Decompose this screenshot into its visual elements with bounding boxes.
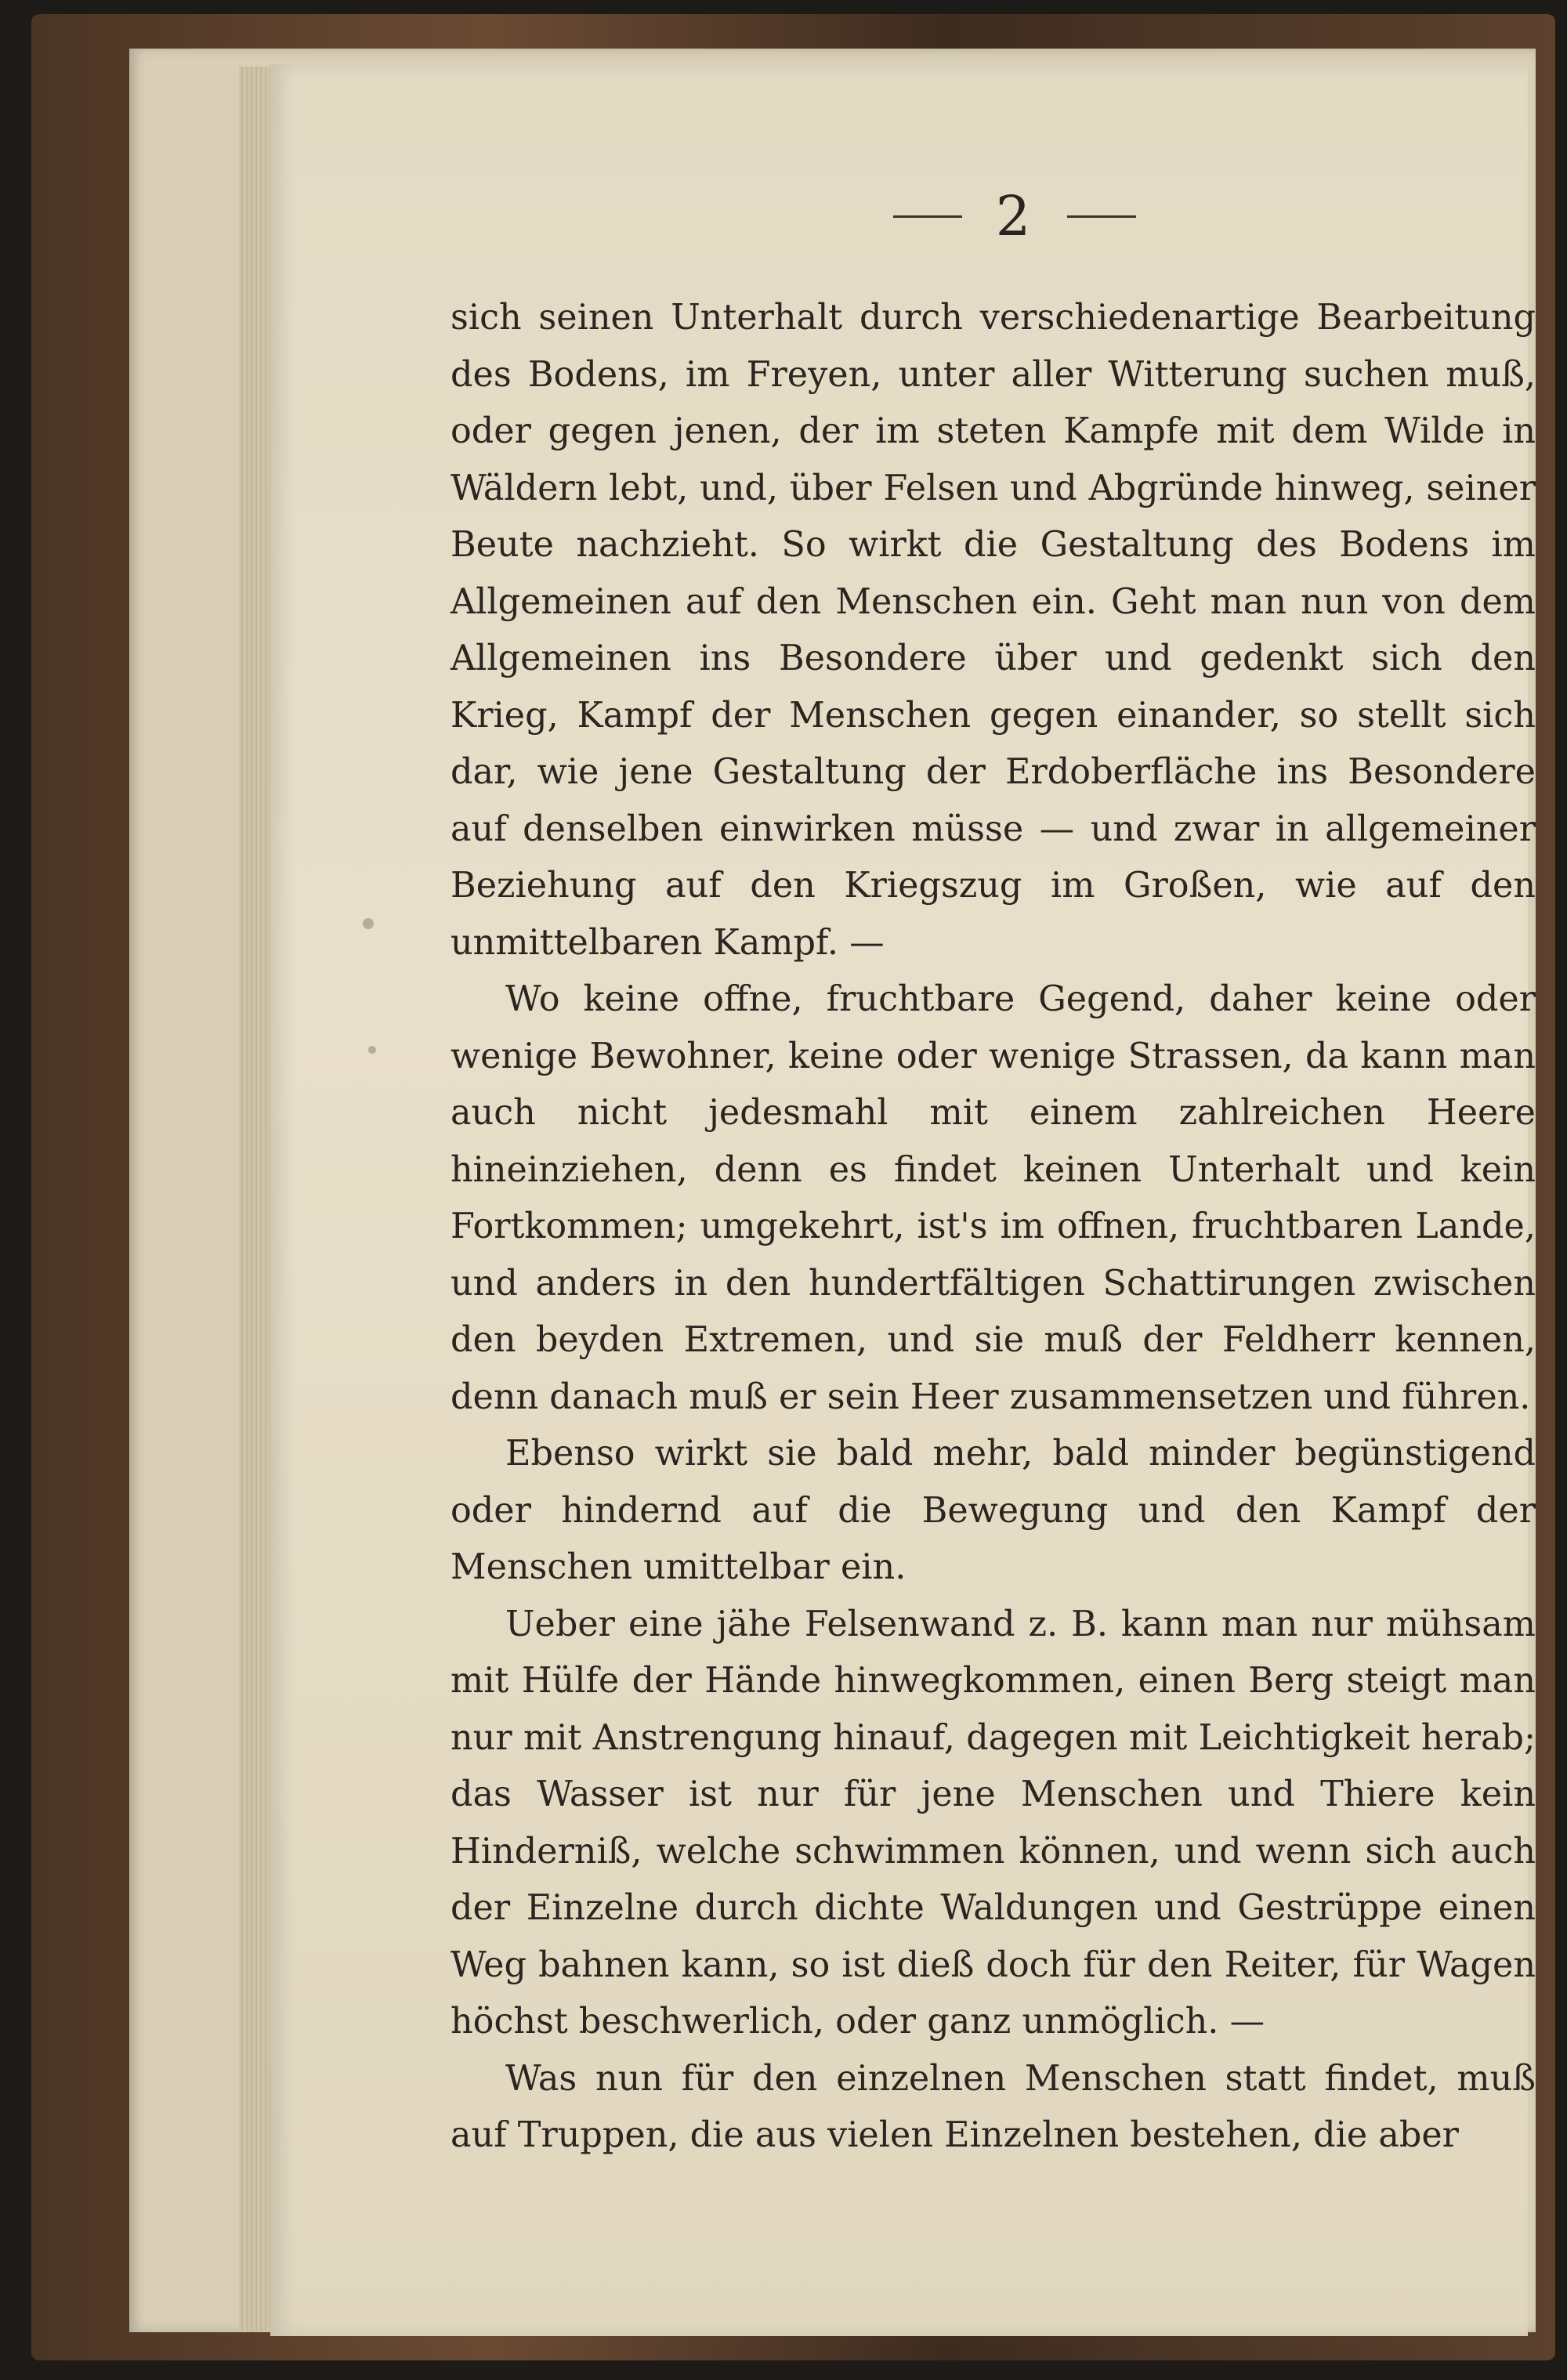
page-edges: [239, 67, 270, 2331]
page-number: 2: [995, 184, 1031, 248]
header-rule-right: [1067, 215, 1136, 218]
paragraph: Ebenso wirkt sie bald mehr, bald minder begünstigend oder hindernd auf die Bewegung und den Kampf der Menschen umittelbar ein.: [451, 1434, 1536, 1587]
paragraph: Was nun für den einzelnen Menschen statt findet, muß auf Truppen, die aus vielen Einzelnen bestehen, die aber: [451, 2058, 1536, 2155]
body-text: [451, 290, 1536, 2165]
paragraph: Wo keine offne, fruchtbare Gegend, daher keine oder wenige Bewohner, keine oder wenige Strassen, da kann man auch nicht jedesmahl mit einem zahlreichen Heere hineinziehen, denn es findet keinen Unterhalt und kein Fortkommen; umgekehrt, ist's im offnen, fruchtbaren Lande, und anders in den hundertfältigen Schattirungen zwischen den beyden Extremen, und sie muß der Feldherr kennen, denn danach muß er sein Heer zusammensetzen und führen.: [451, 979, 1536, 1417]
paper-spot: [363, 918, 374, 929]
paragraph: Ueber eine jähe Felsenwand z. B. kann man nur mühsam mit Hülfe der Hände hinwegkommen, einen Berg steigt man nur mit Anstrengung hinauf, dagegen mit Leichtigkeit herab; das Wasser ist nur für jene Menschen und Thiere kein Hinderniß, welche schwimmen können, und wenn sich auch der Einzelne durch dichte Waldungen und Gestrüppe einen Weg bahnen kann, so ist dieß doch für den Reiter, für Wagen höchst beschwerlich, oder ganz unmöglich. —: [451, 1604, 1536, 2042]
paper-spot: [368, 1046, 376, 1054]
header-rule-left: [893, 215, 962, 218]
paragraph: sich seinen Unterhalt durch verschiedenartige Bearbeitung des Bodens, im Freyen, unter aller Witterung suchen muß, oder gegen jenen, der im steten Kampfe mit dem Wilde in Wäldern lebt, und, über Felsen und Abgründe hinweg, seiner Beute nachzieht. So wirkt die Gestaltung des Bodens im Allgemeinen auf den Menschen ein. Geht man nun von dem Allgemeinen ins Besondere über und gedenkt sich den Krieg, Kampf der Menschen gegen einander, so stellt sich dar, wie jene Gestaltung der Erdoberfläche ins Besondere auf denselben einwirken müsse — und zwar in allgemeiner Beziehung auf den Kriegszug im Großen, wie auf den unmittelbaren Kampf. —: [451, 298, 1536, 963]
